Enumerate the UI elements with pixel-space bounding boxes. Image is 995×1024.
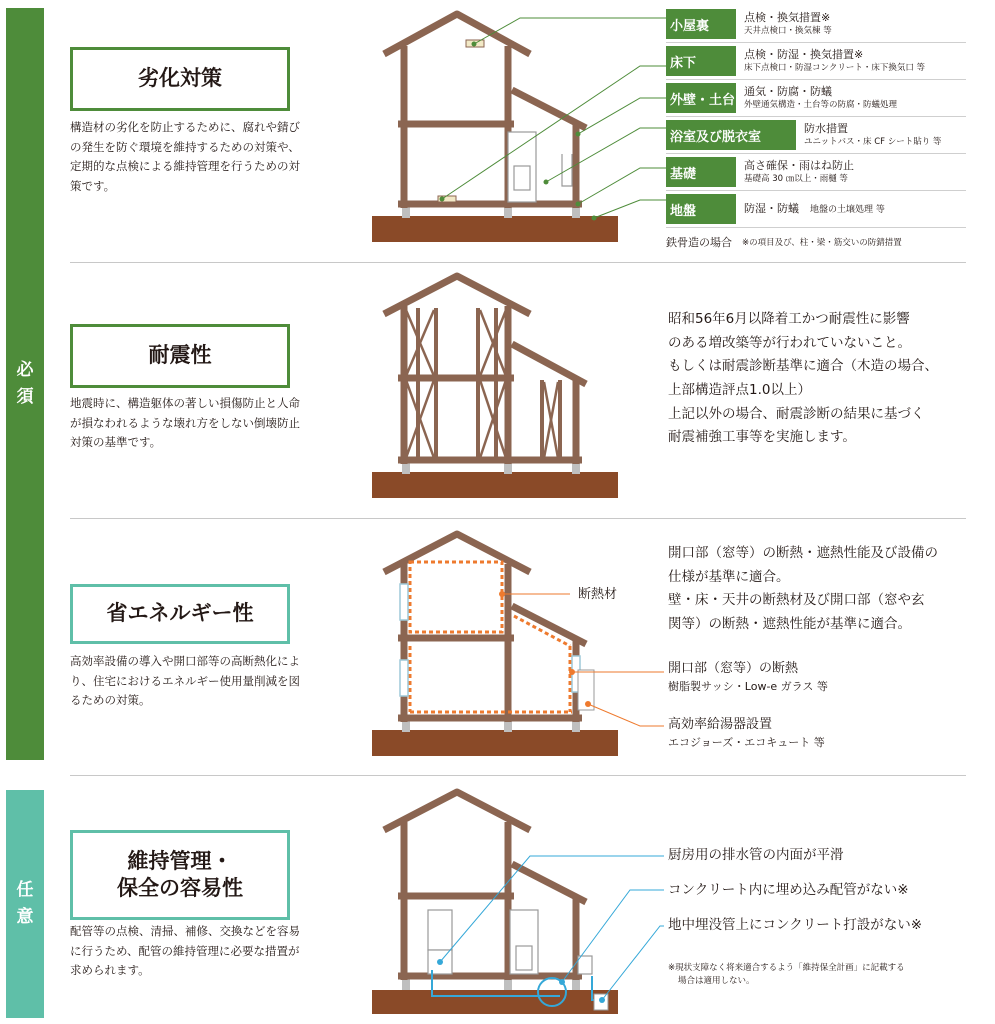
- maintenance-item-3: 地中埋没管上にコンクリート打設がない※: [668, 917, 923, 933]
- required-char-2: 須: [16, 387, 34, 407]
- note-line-2: 場合は適用しない。: [678, 975, 755, 986]
- heater-title: 高効率給湯器設置: [668, 717, 773, 732]
- seismic-title: 耐震性: [70, 324, 290, 388]
- row-main: 高さ確保・雨はね防止: [744, 159, 854, 173]
- seismic-text: [668, 308, 968, 450]
- seismic-description: 地震時に、構造躯体の著しい損傷防止と人命が損なわれるような壊れ方をしない倒壊防止対策の基準です。: [70, 396, 300, 450]
- insulation-label: 断熱材: [578, 587, 618, 602]
- maintenance-note: [668, 962, 968, 988]
- maintenance-item-2: コンクリート内に埋め込み配管がない※: [668, 882, 909, 898]
- seismic-line: もしくは耐震診断基準に適合（木造の場合、: [668, 358, 938, 375]
- maintenance-item-1: 厨房用の排水管の内面が平滑: [668, 847, 844, 863]
- row-main: 防湿・防蟻: [744, 201, 799, 215]
- maintenance-title-line1: 維持管理・: [127, 848, 233, 873]
- energy-description: 高効率設備の導入や開口部等の高断熱化により、住宅におけるエネルギー使用量削減を図るための対策。: [70, 654, 300, 708]
- maintenance-title-line2: 保全の容易性: [117, 876, 243, 900]
- steel-label: 鉄骨造の場合: [666, 236, 732, 249]
- opening-callout: [668, 660, 828, 695]
- energy-line: 開口部（窓等）の断熱・遮熱性能及び設備の: [668, 545, 938, 561]
- energy-line: 関等）の断熱・遮熱性能が基準に適合。: [668, 615, 911, 632]
- row-main: 点検・防湿・換気措置※: [744, 48, 864, 62]
- deterioration-table: [666, 6, 966, 250]
- row-sub: 地盤の土壌処理 等: [810, 204, 885, 215]
- opening-sub: 樹脂製サッシ・Low-e ガラス 等: [668, 679, 828, 693]
- table-row: [666, 43, 966, 80]
- required-char-1: 必: [16, 359, 34, 380]
- row-label-exterior-wall: 外壁・土台: [666, 83, 736, 113]
- divider: [70, 518, 966, 519]
- seismic-line: 上部構造評点1.0以上）: [668, 381, 811, 398]
- divider: [70, 262, 966, 263]
- energy-title: 省エネルギー性: [70, 584, 290, 644]
- row-sub: 天井点検口・換気棟 等: [744, 25, 832, 36]
- row-label-bathroom: 浴室及び脱衣室: [666, 120, 796, 150]
- row-label-ground: 地盤: [666, 194, 736, 224]
- energy-line: 壁・床・天井の断熱材及び開口部（窓や玄: [668, 592, 925, 609]
- deterioration-description: 構造材の劣化を防止するために、腐れや錆びの発生を防ぐ環境を維持するための対策や、定期的な点検による維持管理を行うための対策です。: [70, 120, 300, 193]
- table-row: [666, 80, 966, 117]
- heater-sub: エコジョーズ・エコキュート 等: [668, 735, 825, 749]
- steel-note-text: ※の項目及び、柱・梁・筋交いの防錆措置: [742, 238, 902, 248]
- energy-text: [668, 542, 968, 637]
- energy-line: 仕様が基準に適合。: [668, 568, 790, 585]
- house-diagram-seismic: [366, 272, 624, 504]
- row-main: 防水措置: [804, 122, 848, 136]
- table-row: [666, 117, 966, 154]
- table-row: [666, 191, 966, 228]
- row-sub: 基礎高 30 ㎝以上・雨樋 等: [744, 173, 848, 184]
- table-row: [666, 6, 966, 43]
- seismic-line: 昭和56年6月以降着工かつ耐震性に影響: [668, 311, 910, 327]
- row-sub: ユニットバス・床 CF シート貼り 等: [804, 136, 942, 147]
- row-main: 点検・換気措置※: [744, 11, 831, 25]
- row-label-foundation: 基礎: [666, 157, 736, 187]
- seismic-line: 耐震補強工事等を実施します。: [668, 429, 856, 446]
- seismic-line: のある増改築等が行われていないこと。: [668, 334, 911, 351]
- optional-char-2: 意: [16, 907, 34, 927]
- opening-title: 開口部（窓等）の断熱: [668, 661, 799, 676]
- seismic-line: 上記以外の場合、耐震診断の結果に基づく: [668, 405, 925, 422]
- steel-note: [666, 234, 966, 250]
- table-row: [666, 154, 966, 191]
- row-sub: 床下点検口・防湿コンクリート・床下換気口 等: [744, 62, 926, 73]
- note-line-1: ※現状支障なく将来適合するよう「維持保全計画」に記載する: [668, 963, 905, 973]
- optional-char-1: 任: [16, 879, 34, 900]
- heater-callout: [668, 716, 825, 751]
- row-label-attic: 小屋裏: [666, 9, 736, 39]
- row-main: 通気・防腐・防蟻: [744, 85, 832, 99]
- deterioration-title: 劣化対策: [70, 47, 290, 111]
- row-sub: 外壁通気構造・土台等の防腐・防蟻処理: [744, 99, 898, 110]
- maintenance-description: 配管等の点検、清掃、補修、交換などを容易に行うため、配管の維持管理に必要な措置が求められます。: [70, 924, 300, 978]
- row-label-underfloor: 床下: [666, 46, 736, 76]
